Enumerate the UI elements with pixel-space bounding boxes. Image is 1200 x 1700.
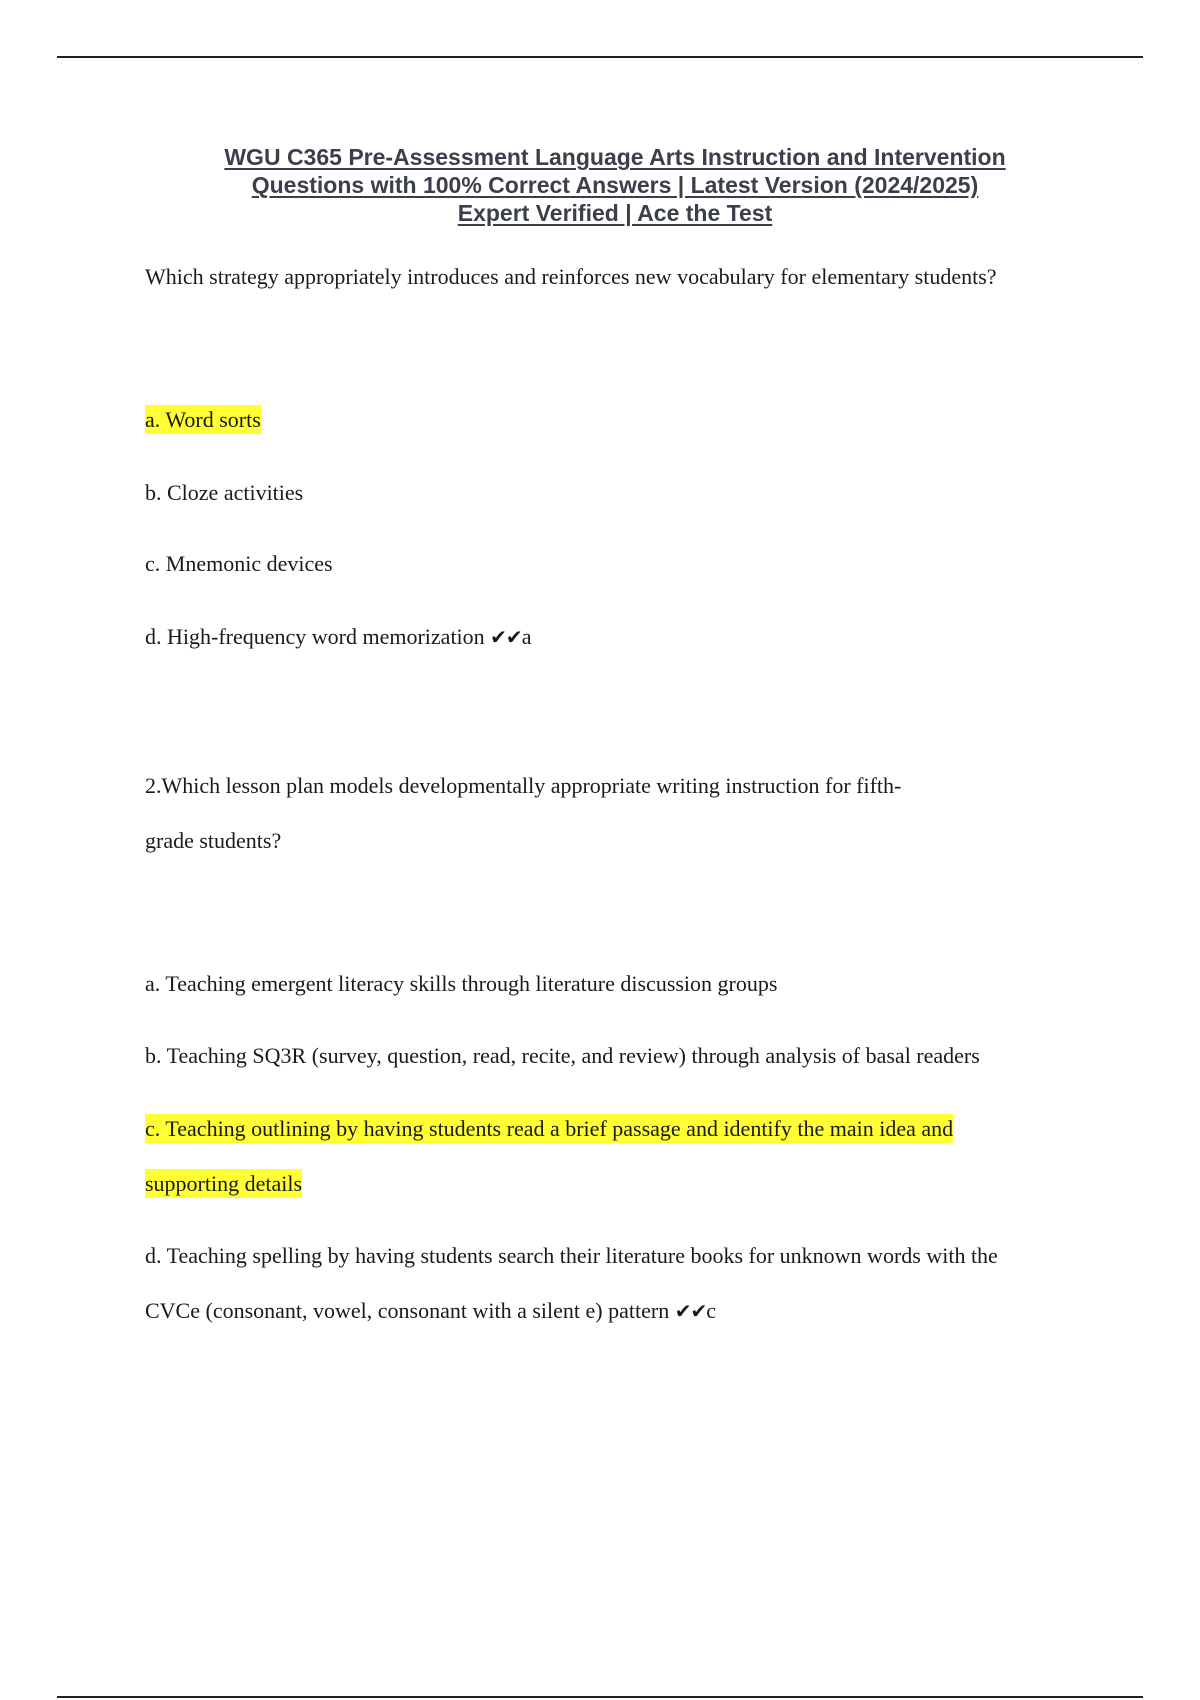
q2-option-a: a. Teaching emergent literacy skills through literature discussion groups bbox=[145, 971, 778, 996]
q1-option-d bbox=[145, 623, 531, 651]
question-1-prompt: Which strategy appropriately introduces and reinforces new vocabulary for elementary students? bbox=[145, 264, 997, 289]
q1-option-a-text: a. Word sorts bbox=[145, 407, 261, 432]
q1-answer: a bbox=[521, 624, 532, 649]
q2-option-b: b. Teaching SQ3R (survey, question, read, recite, and review) through analysis of basal readers bbox=[145, 1043, 980, 1068]
title-line-2: Questions with 100% Correct Answers | Latest Version (2024/2025) bbox=[251, 172, 979, 198]
q2-option-c-text-1: c. Teaching outlining by having students read a brief passage and identify the main idea and bbox=[145, 1116, 954, 1141]
question-2-prompt-line-2: grade students? bbox=[145, 828, 282, 853]
question-2-prompt-line-1: 2.Which lesson plan models developmentally appropriate writing instruction for fifth- bbox=[145, 773, 902, 798]
q1-option-c: c. Mnemonic devices bbox=[145, 551, 333, 576]
bottom-rule bbox=[57, 1696, 1143, 1698]
top-rule bbox=[57, 56, 1143, 58]
q2-option-d-text-2: CVCe (consonant, vowel, consonant with a silent e) pattern bbox=[145, 1298, 675, 1323]
q2-option-d-line-2 bbox=[145, 1297, 716, 1325]
title-line-1: WGU C365 Pre-Assessment Language Arts Instruction and Intervention bbox=[224, 144, 1006, 170]
q1-check-icon: ✔✔ bbox=[490, 625, 522, 649]
q1-option-a bbox=[145, 406, 261, 434]
title-line-3: Expert Verified | Ace the Test bbox=[457, 200, 773, 226]
q2-option-c-line-2 bbox=[145, 1170, 302, 1198]
q2-answer: c bbox=[706, 1298, 716, 1323]
q2-option-c-line-1 bbox=[145, 1115, 953, 1143]
q1-option-b: b. Cloze activities bbox=[145, 480, 304, 505]
document-title bbox=[0, 143, 1200, 227]
q2-option-c-text-2: supporting details bbox=[145, 1171, 303, 1196]
q1-option-d-text: d. High-frequency word memorization bbox=[145, 624, 491, 649]
q2-check-icon: ✔✔ bbox=[674, 1299, 707, 1323]
q2-option-d-line-1: d. Teaching spelling by having students search their literature books for unknown words with the bbox=[145, 1243, 998, 1268]
